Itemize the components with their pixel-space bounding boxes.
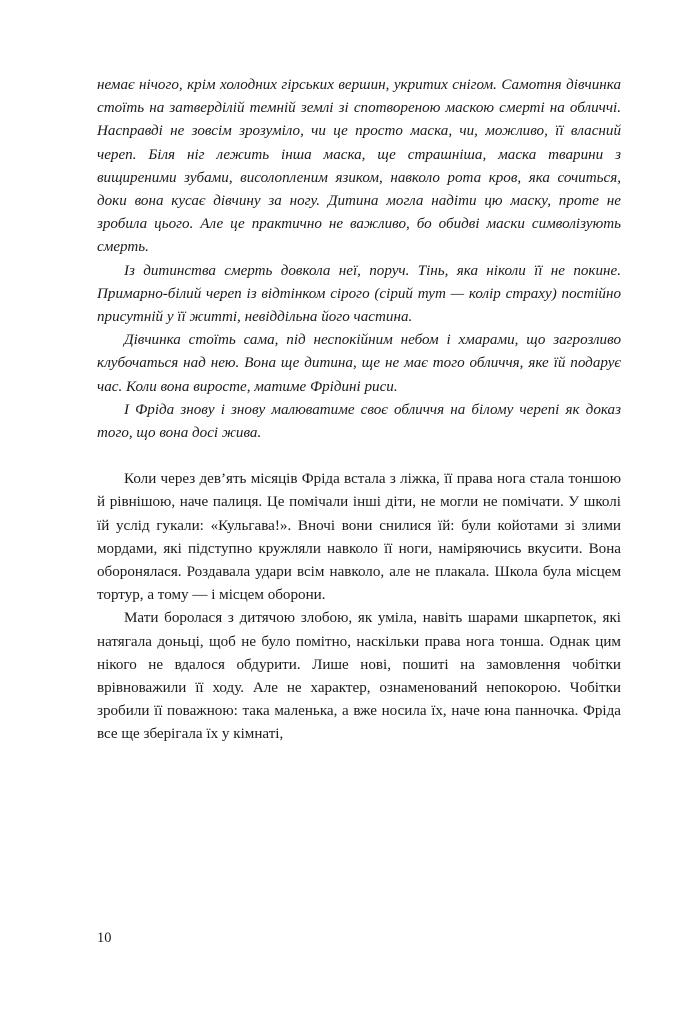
paragraph: немає нічого, крім холодних гірських вершин, укритих снігом. Самотня дівчинка стоїть на затверділій темній землі зі спотвореною маскою смерті на обличчі. Насправді не зовсім зрозуміло, чи це просто маска, чи, можливо, її власний череп. Біля ніг лежить інша маска, ще страшніша, маска тварини з вищиреними зубами, висолопленим язиком, навколо рота кров, яка сочиться, доки вона кусає дівчину за ногу. Дитина могла надіти цю маску, проте не зробила цього. Але це практично не важливо, бо обидві маски символізують смерть. — [97, 77, 621, 256]
paragraph: Дівчинка стоїть сама, під неспокійним небом і хмарами, що загрозливо клубочаться над нею. Вона ще дитина, ще не має того обличчя, яке їй подарує час. Коли вона виросте, матиме Фрідині риси. — [97, 332, 621, 395]
page-number: 10 — [97, 930, 112, 946]
page-text-block — [97, 74, 621, 747]
paragraph: Мати боролася з дитячою злобою, як уміла, навіть шарами шкарпеток, які натягала доньці, щоб не було помітно, наскільки права нога тонша. Однак цим нікого не вдалося обдурити. Лише нові, пошиті на замовлення чобітки врівноважили її ходу. Але не характер, ознаменований непокорою. Чобітки зробили її поважною: така маленька, а вже носила їх, наче юна панночка. Фріда все ще зберігала їх у кімнаті, — [97, 610, 621, 743]
paragraph: І Фріда знову і знову малюватиме своє обличчя на білому черепі як доказ того, що вона досі жива. — [97, 401, 621, 442]
paragraph: Із дитинства смерть довкола неї, поруч. Тінь, яка ніколи її не покине. Примарно-білий череп із відтінком сірого (сірий тут — колір страху) постійно присутній у її житті, невіддільна його частина. — [97, 262, 621, 326]
paragraph: Коли через дев’ять місяців Фріда встала з ліжка, її права нога стала тоншою й рівнішою, наче палиця. Це помічали інші діти, не могли не помічати. У школі їй услід гукали: «Кульгава!». Вночі вони снилися їй: були койотами зі злими мордами, які підступно кружляли навколо її ноги, наміряючись вкусити. Вона оборонялася. Роздавала удари всім навколо, але не плакала. Школа була місцем тортур, а тому — і місцем оборони. — [97, 471, 621, 604]
